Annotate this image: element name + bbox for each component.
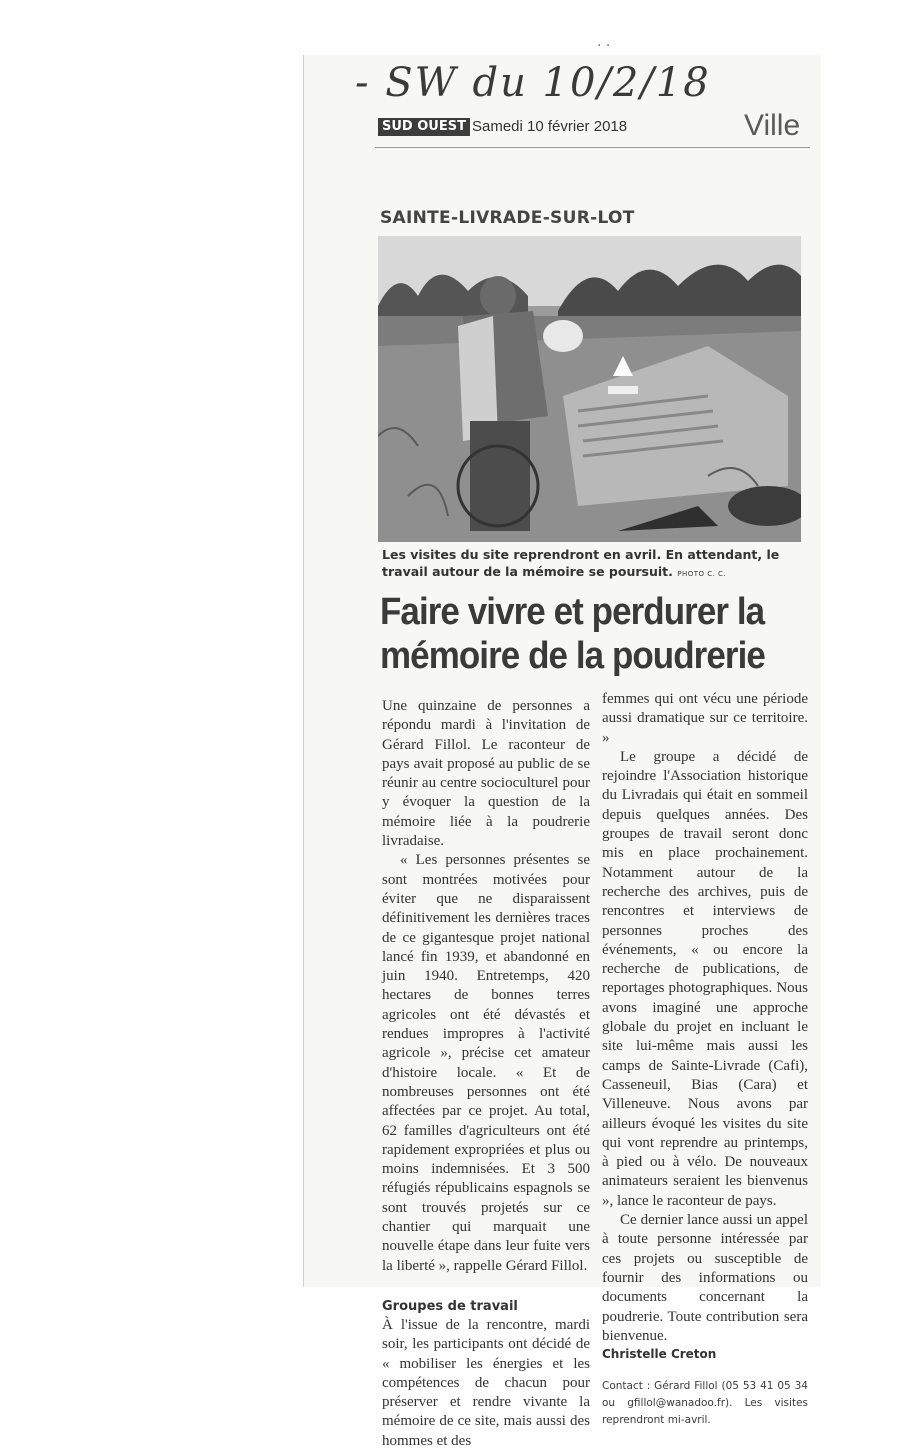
photo-illustration [378,236,801,542]
paragraph: Une quinzaine de personnes a répondu mardi à l'invitation de Gérard Fillol. Le raconteur de pays avait proposé au public de se réunir au centre socioculturel pour y évoquer la question de la mémoire liée à la poudrerie livradaise. [382,698,590,850]
caption-text: Les visites du site reprendront en avril. En attendant, le travail autour de la mémoire se poursuit. [382,547,780,579]
author-byline: Christelle Creton [602,1347,717,1362]
article-kicker: SAINTE-LIVRADE-SUR-LOT [380,208,635,228]
newspaper-logo: SUD OUEST [378,118,470,136]
paragraph: Ce dernier lance aussi un appel à toute personne intéressée par ces projets ou susceptible de fournir des informations ou documents concernant la poudrerie. Toute contribution sera bienvenue. [602,1212,808,1344]
paragraph: Le groupe a décidé de rejoindre l'Association historique du Livradais qui était en sommeil depuis quelques années. Des groupes de travail seront donc mis en place prochainement. Notamment autour de la recherche des archives, puis de rencontres et interviews de personnes proches des événements, « ou encore la recherche de publications, de reportages photographiques. Nous avons imaginé une approche globale du projet en incluant le site lui-même mais aussi les camps de Sainte-Livrade (Cafi), Casseneuil, Bias (Cara) et Villeneuve. Nous avons par ailleurs évoqué les visites du site qui vont reprendre au printemps, à pied ou à vélo. De nouveaux animateurs seraient les bienvenus », lance le raconteur de pays. [602,748,808,1209]
handwritten-annotation: - SW du 10/2/18 [355,60,711,106]
issue-date: Samedi 10 février 2018 [472,118,628,135]
paragraph: « Les personnes présentes se sont montrées motivées pour éviter que ne disparaissent définitivement les dernières traces de ce gigantesque projet national lancé fin 1939, et abandonné en juin 1940. Entretemps, 420 hectares de bonnes terres agricoles ont été dévastés et rendues impropres à l'activité agricole », précise cet amateur d'histoire locale. « Et de nombreuses personnes ont été affectées par ce projet. Au total, 62 familles d'agriculteurs ont été rapidement expropriées et plus ou moins indemnisées. Et 3 500 réfugiés républicains espagnols se sont trouvés projetés sur ce chantier qui marquait une nouvelle étape dans leur fuite vers la liberté », rappelle Gérard Fillol. [382,852,590,1274]
photo-credit: PHOTO C. C. [677,570,727,578]
paragraph: À l'issue de la rencontre, mardi soir, les participants ont décidé de « mobiliser les énergies et les compétences de chacun pour préserver et rendre vivante la mémoire de ce site, mais aussi des hommes et des [382,1316,590,1449]
photo-caption [382,546,802,583]
masthead [378,109,808,142]
scan-specks: · · [597,38,611,54]
article-column-2 [602,690,808,1429]
section-name: Ville [744,109,801,142]
article-photo [378,236,801,542]
contact-info: Contact : Gérard Fillol (05 53 41 05 34 ou gfillol@wanadoo.fr). Les visites reprendront mi-avril. [602,1380,808,1427]
masthead-rule [375,147,810,148]
article-column-1 [382,697,590,1451]
paragraph: femmes qui ont vécu une période aussi dramatique sur ce territoire. » [602,691,808,746]
article-headline: Faire vivre et perdurer la mémoire de la poudrerie [380,591,765,677]
subheading: Groupes de travail [382,1298,518,1314]
